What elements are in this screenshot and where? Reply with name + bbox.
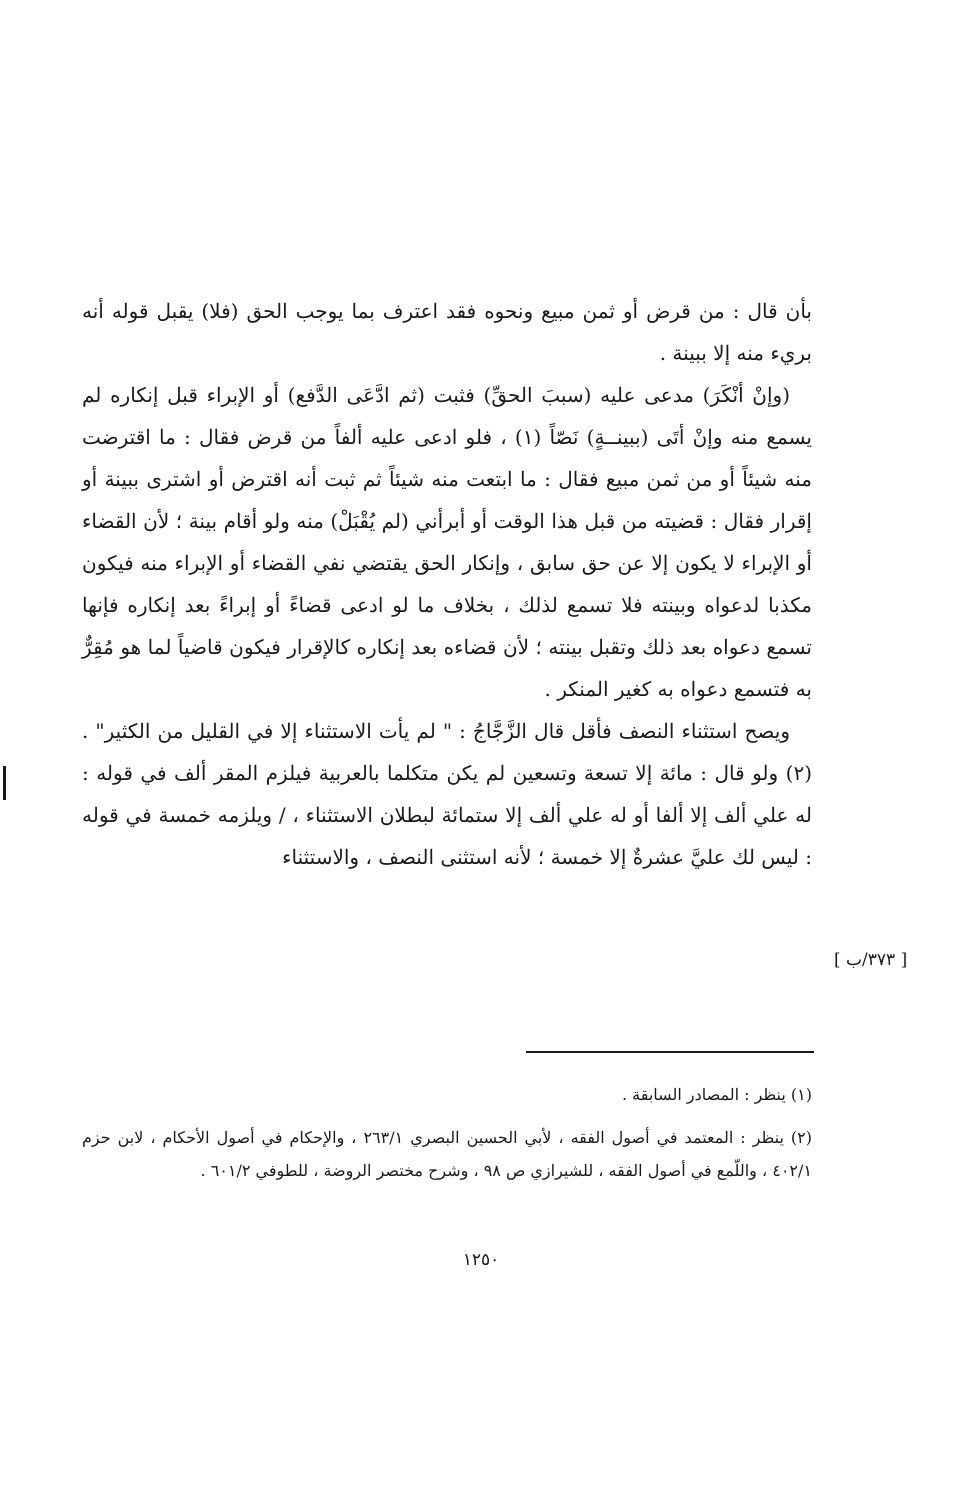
page-number: ١٢٥٠ [462,1250,500,1270]
paragraph-3: ويصح استثناء النصف فأقل قال الزَّجَّاجُ : " لم يأت الاستثناء إلا في القليل من الكثير" . (٢) ولو قال : مائة إلا تسعة وتسعين لم يكن متكلما بالعربية فيلزم المقر ألف في قوله : له علي ألف إلا ألفا أو له علي ألف إلا ستمائة لبطلان الاستثناء ، / ويلزمه خمسة في قوله : ليس لك عليَّ عشرةٌ إلا خمسة ؛ لأنه استثنى النصف ، والاستثناء [82,719,812,869]
paragraph-2: (وإنْ أنْكَرَ) مدعى عليه (سببَ الحقِّ) فثبت (ثم ادَّعَى الدَّفع) أو الإبراء قبل إنكاره لم يسمع منه وإنْ أتَى (ببينــةٍ) نَصّاً (١) ، فلو ادعى عليه ألفاً من قرض فقال : ما اقترضت منه شيئاً أو من ثمن مبيع فقال : ما ابتعت منه شيئاً ثم ثبت أنه اقترض أو اشترى ببينة أو إقرار فقال : قضيته من قبل هذا الوقت أو أبرأني (لم يُقْبَلْ) منه ولو أقام بينة ؛ لأن القضاء أو الإبراء لا يكون إلا عن حق سابق ، وإنكار الحق يقتضي نفي القضاء أو الإبراء منه فيكون مكذبا لدعواه وبينته فلا تسمع لذلك ، بخلاف ما لو ادعى قضاءً أو إبراءً بعد إنكاره فإنها تسمع دعواه بعد ذلك وتقبل بينته ؛ لأن قضاءه بعد إنكاره كالإقرار فيكون قاضياً لما هو مُقِرٌّ به فتسمع دعواه به كغير المنكر . [82,383,813,701]
footnote-separator [526,1051,814,1053]
footnote-2: (٢) ينظر : المعتمد في أصول الفقه ، لأبي الحسين البصري ٢٦٣/١ ، والإحكام في أصول الأحكام ، لابن حزم ٤٠٢/١ ، واللّمع في أصول الفقه ، للشيرازي ص ٩٨ ، وشرح مختصر الروضة ، للطوفي ٦٠١/٢ . [82,1128,813,1180]
paragraph-1: بأن قال : من قرض أو ثمن مبيع ونحوه فقد اعترف بما يوجب الحق (فلا) يقبل قوله أنه بريء منه إلا ببينة . [82,299,812,365]
folio-margin-note: [ ٣٧٣/ب ] [834,950,908,970]
footnotes [82,1078,812,1197]
footnote-1: (١) ينظر : المصادر السابقة . [622,1085,812,1104]
margin-mark [3,766,6,800]
main-text-body [82,290,812,878]
